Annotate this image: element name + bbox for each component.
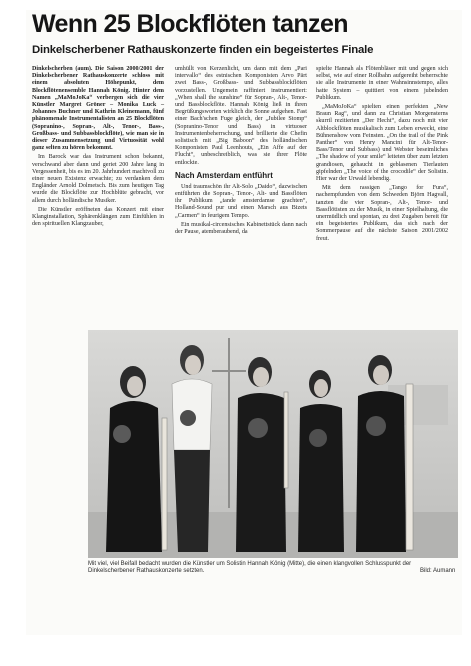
flower-bouquet <box>113 425 131 443</box>
subbass-recorder <box>406 384 413 550</box>
body-paragraph: „MaMoJoKa“ spielten einen perfekten „New Braun Rag“, und dann zu Christian Morgensterns skurril rezitierten „Der Hecht“, dazu noch mit vier Altblockflöten musikalisch zum Leben erweckt, eine Bühnenshow vom Feinsten. „On the trail of the Pink Panther“ von Henry Mancini für Alt-Tenor-Bass/Tenor und Subbass) und Webster beseimliches „The shadow of your smile“ leiteten über zum letzten grandiosen, gehaucht in geblasenen Tierlauten gipfelnden „The voice of the crocodile“ der Solistin. Hier war der Urwald lebendig. <box>316 104 448 183</box>
headline: Wenn 25 Blockflöten tanzen <box>32 10 348 38</box>
flower-bouquet <box>309 429 327 447</box>
bass-recorder <box>162 418 167 550</box>
article-column-2 <box>175 66 307 236</box>
body-paragraph: Ein musikal-circensisches Kabinettstück dann nach der Pause, atemberaubend, da <box>175 221 307 236</box>
tenor-recorder <box>284 392 288 488</box>
article-column-3 <box>316 66 448 243</box>
flower-bouquet <box>180 410 196 426</box>
concert-photo <box>88 330 458 558</box>
flower-bouquet <box>248 418 268 438</box>
photo-caption: Mit viel, viel Beifall bedacht wurden die Künstler um Solistin Hannah König (Mitte), die einen klangvollen Schlusspunkt der Dinkelscherbener Rathauskonzerte setzten. <box>88 561 412 575</box>
body-paragraph: spielte Hannah als Flötenbläser mit und gegen sich selbst, wie auf einer Rollbahn aufgereiht beherrschte sie alle Instrumente in einer Wahnsinnstempo, alles hatte System – quittiert von einem jubelnden Publikum. <box>316 66 448 101</box>
lead-paragraph: Dinkelscherben (aum). Die Saison 2000/2001 der Dinkelscherbener Rathauskonzerte schloss mit einem absoluten Höhepunkt, dem Blockflötenensemble Hannah König. Hinter dem Namen „MaMoJoKa“ verbergen sich die vier Künstler Margret Gröner – Monika Luck – Johannes Buchner und Kathrin Kleinemann, fünf phänomenale Instrumentalisten an 25 Blockflöten (Sopranino-, Sopran-, Alt-, Tenor-, Bass-, Großbass- und Subbassblockflöte), wie man sie in dieser Zusammensetzung und Virtuosität wohl ganz selten zu hören bekommt. <box>32 66 164 152</box>
flower-bouquet <box>366 416 386 436</box>
body-paragraph: Mit dem rassigen „Tango for Fura“, nachempfunden von dem Schweden Björn Hagvall, tanzten die vier Sopran-, Alt-, Tenor- und Bassflötisten zu der Musik, in einer Spielhaltung, die unermüdlich und spontan, zu drei Zugaben bereit für ein begeistertes Publikum, das sich nach der Sommerpause auf die nächste Saison 2001/2002 freut. <box>316 185 448 242</box>
candle-stand <box>228 338 230 508</box>
ensemble-photo-illustration <box>88 330 458 558</box>
photo-credit: Bild: Aumann <box>420 568 456 575</box>
body-paragraph: Im Barock war das Instrument schon bekannt, verschwand aber dann und geriet 200 Jahre lang in Vergessenheit, bis es im 20. Jahrhundert machtvoll zu einer neuen Existenz erwachte; zu verdanken dem Engländer Arnold Dolmetsch. Bis zum heutigen Tag wurde die Blockflöte zur Hochblüte gebracht, vor allem durch holländische Musiker. <box>32 154 164 204</box>
subheadline: Dinkelscherbener Rathauskonzerte finden ein begeistertes Finale <box>32 44 374 56</box>
section-heading: Nach Amsterdam entführt <box>175 170 273 180</box>
body-paragraph: umhüllt von Kerzenlicht, um dann mit dem „Pari intervallo“ des estnischen Komponisten Arvo Pärt zwei Bass-, Großbass- und Subbassblockflöten vorzustellen. Ungemein raffiniert instrumentiert: „When shall the sunshine“ für Sopran-, Alt-, Tenor- und Bassblockflöte. Hannah König ließ in ihren Begrüßungsworten wirklich die Sonne aufgehen. Fast einer Bach'schen Fuge gleich, der „Jubilee Stomp“ (Sopranino-Tenor und Bass) in virtuoser Instrumentenbeherrschung, und brillierte die Chefin solistisch mit „Big Baboon“ des holländischen Komponisten Paul Leenhouts, „Ein Affe auf der Flucht“, unbeschreiblich, was sie ihrer Flöte entlockte. <box>175 66 307 166</box>
article-column-1 <box>32 66 164 228</box>
body-paragraph: Die Künstler eröffneten das Konzert mit einer Klanginstallation, Sphärenklängen zum Einfühlen in den spirituellen Klangzauber, <box>32 206 164 228</box>
body-paragraph: Und traumschön ihr Alt-Solo „Daido“, dazwischen entführten die Sopran-, Tenor-, Alt- und Bassflöten ihr Publikum „tande amsterdamse grachten“, Holland-Sound pur und einen Marsch aus Bizets „Carmen“ in feurigem Tempo. <box>175 183 307 219</box>
